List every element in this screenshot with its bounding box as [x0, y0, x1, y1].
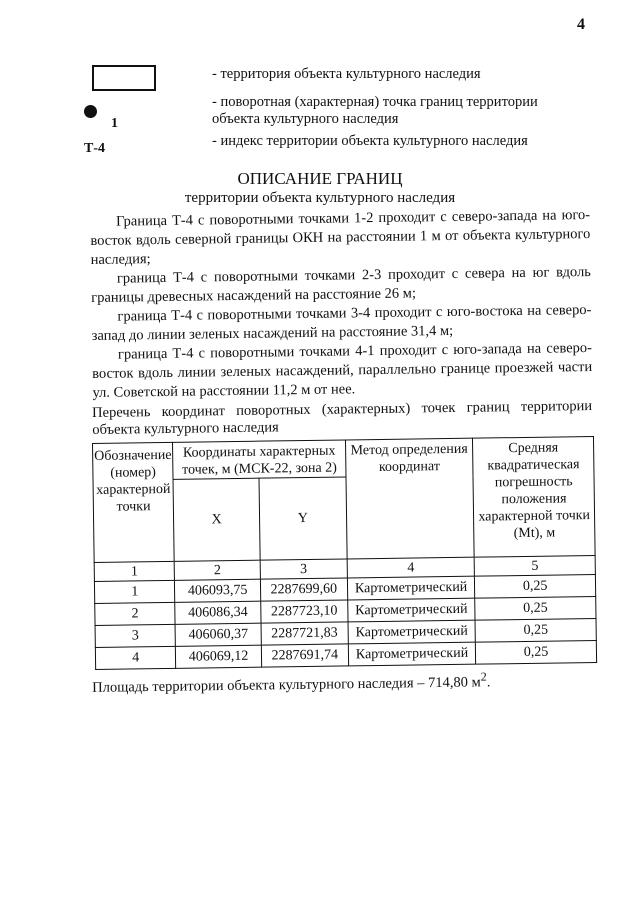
error: 0,25 [475, 596, 596, 620]
boundary-paragraph-3: граница Т-4 с поворотными точками 3-4 проходит с юго-востока на северо-запад до линии зеленых насаждений на расстояние 31,4 м; [91, 302, 592, 344]
legend-point-number: 1 [111, 116, 118, 131]
coord-x: 406069,12 [176, 645, 262, 668]
coord-y: 2287691,74 [261, 644, 348, 667]
turning-point-dot-icon [84, 105, 97, 118]
header-x: X [173, 478, 260, 561]
coordinates-list-title: Перечень координат поворотных (характерных) точек границ территории объекта культурного наследия [92, 398, 593, 438]
boundary-paragraph-4: граница Т-4 с поворотными точками 4-1 проходит с юго-запада на северо-восток вдоль линии зеленых насаждений, параллельно границе проезжей части ул. Советской на расстоянии 11,2 м от нее. [92, 340, 593, 401]
section-title: ОПИСАНИЕ ГРАНИЦ [237, 169, 403, 188]
legend-territory-symbol [92, 65, 156, 91]
section-subtitle: территории объекта культурного наследия [184, 190, 456, 206]
error: 0,25 [475, 618, 596, 642]
area-statement [92, 669, 491, 696]
method: Картометрический [348, 620, 476, 644]
coord-x: 406086,34 [175, 601, 261, 624]
column-number: 1 [94, 561, 175, 581]
point-number: 1 [94, 580, 175, 603]
header-coordinates: Координаты характерных точек, м (МСК-22, зона 2) [173, 440, 346, 479]
coordinates-table [92, 436, 597, 670]
legend-point-text-line1: - поворотная (характерная) точка границ территории [212, 94, 538, 110]
coord-y: 2287699,60 [260, 578, 347, 601]
header-method: Метод определения координат [345, 438, 474, 559]
point-number: 3 [95, 624, 176, 647]
boundary-paragraph-1: Граница Т-4 с поворотными точками 1-2 проходит с северо-запада на юго-восток вдоль северной границы ОКН на расстоянии 1 м от объекта культурного наследия; [90, 207, 591, 268]
legend-index-text: - индекс территории объекта культурного наследия [212, 133, 528, 149]
boundary-paragraph-2: граница Т-4 с поворотными точками 2-3 проходит с севера на юг вдоль границы древесных насаждений на расстояние 26 м; [91, 264, 591, 306]
column-number: 5 [474, 555, 595, 576]
area-text: Площадь территории объекта культурного наследия – 714,80 м [92, 674, 481, 696]
legend-territory-text: - территория объекта культурного наследия [212, 66, 481, 82]
point-number: 4 [95, 646, 176, 669]
point-number: 2 [95, 602, 176, 625]
boundary-description [90, 206, 593, 403]
coord-x: 406093,75 [175, 579, 261, 602]
column-number: 4 [347, 557, 475, 578]
header-error: Средняя квадратическая погрешность положения характерной точки (Mt), м [473, 436, 595, 557]
legend-index-symbol: Т-4 [84, 141, 105, 156]
column-number: 3 [260, 559, 347, 579]
method: Картометрический [348, 642, 476, 666]
method: Картометрический [347, 576, 475, 600]
area-end: . [486, 674, 491, 691]
page-number: 4 [577, 16, 585, 33]
header-y: Y [259, 477, 347, 560]
column-number: 2 [175, 560, 261, 580]
error: 0,25 [475, 574, 596, 598]
coord-y: 2287721,83 [261, 622, 348, 645]
error: 0,25 [476, 640, 597, 664]
header-designation: Обозначение (номер) характерной точки [93, 442, 175, 562]
coord-x: 406060,37 [175, 623, 261, 646]
method: Картометрический [348, 598, 476, 622]
area-unit-superscript: 2 [480, 669, 487, 684]
coord-y: 2287723,10 [261, 600, 348, 623]
legend-point-text-line2: объекта культурного наследия [212, 111, 399, 127]
